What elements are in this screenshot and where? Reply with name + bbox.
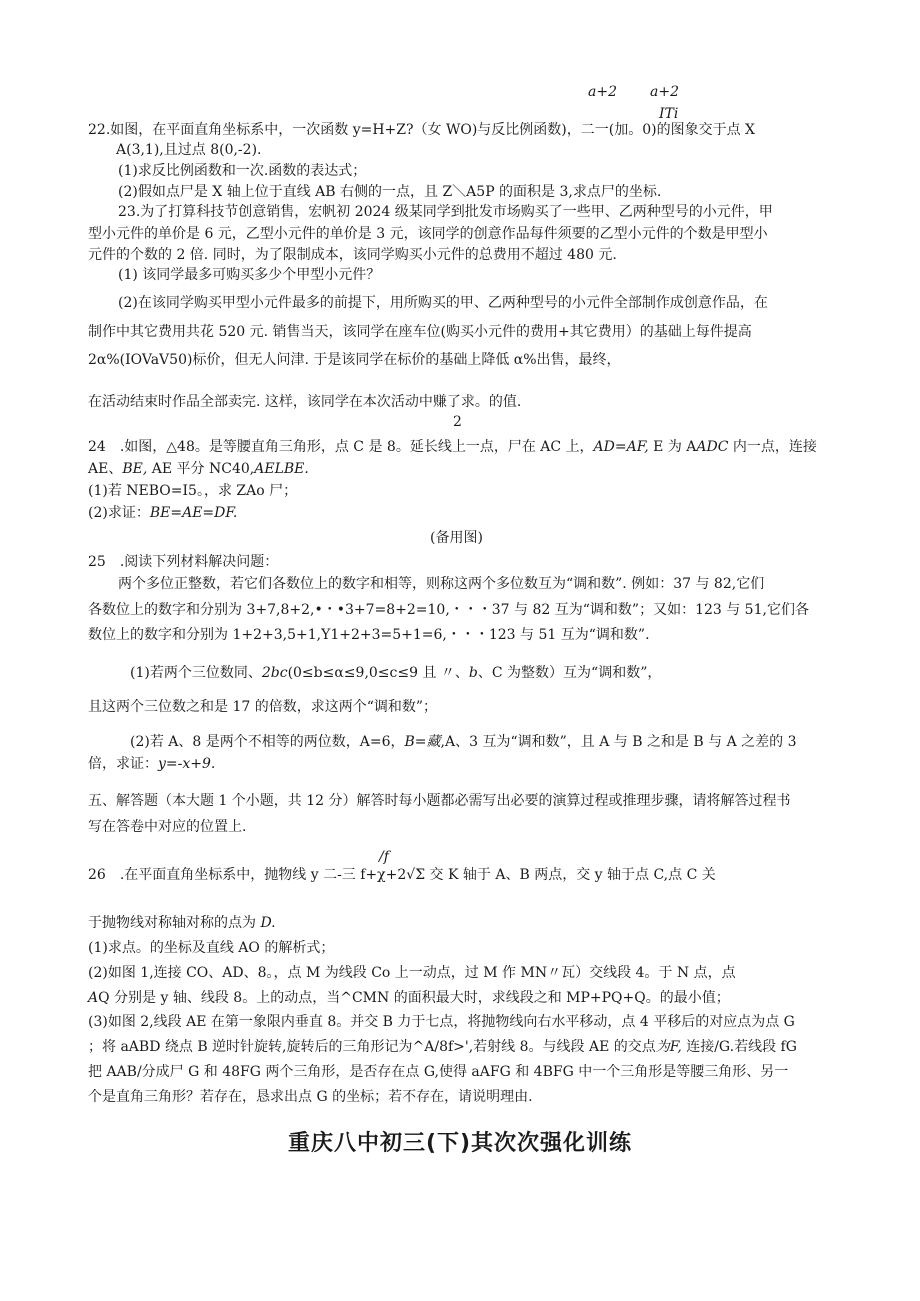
fraction-fragment: a+2 <box>650 84 679 100</box>
fraction-fragment: a+2 <box>588 84 617 100</box>
q25-sub2: (2)若 A、8 是两个不相等的两位数，A=6，B=藏,A、3 互为“调和数”，且 A 与 B 之和是 B 与 A 之差的 3 <box>130 734 797 750</box>
q22-sub2: (2)假如点尸是 X 轴上位于直线 AB 右侧的一点，且 Z＼A5P 的面积是 3,求点尸的坐标. <box>118 184 662 200</box>
q26-sub3-l3: 把 AAB/分成尸 G 和 48FG 两个三角形，是否存在点 G,使得 aAFG 和 4BFG 中一个三角形是等腰三角形、另一 <box>88 1064 789 1080</box>
q26-sub1: (1)求点。的坐标及直线 AO 的解析式； <box>88 940 335 956</box>
page-number: 2 <box>453 414 462 430</box>
q22-sub1: (1)求反比例函数和一次.函数的表达式； <box>118 163 367 179</box>
q26-sub2-l2: AQ 分别是 y 轴、线段 8。上的动点，当^CMN 的面积最大时，求线段之和 MP+PQ+Q。的最小值； <box>88 990 730 1006</box>
q23-sub2-l2: 制作中其它费用共花 520 元. 销售当天，该同学在座车位(购买小元件的费用+其它费用）的基础上每件提高 <box>88 324 752 340</box>
section5-l2: 写在答卷中对应的位置上. <box>88 819 247 835</box>
q25-p2: 各数位上的数字和分别为 3+7,8+2,•・•3+7=8+2=10,・・・37 与 82 互为“调和数”；又如：123 与 51,它们各 <box>88 602 809 618</box>
q25-sub1-l2: 且这两个三位数之和是 17 的倍数，求这两个“调和数”； <box>88 699 438 715</box>
document-title: 重庆八中初三(下)其次次强化训练 <box>287 1131 633 1156</box>
q23-sub2-l3: 2α%(IOVaV50)标价，但无人问津. 于是该同学在标价的基础上降低 α%出售，最终， <box>88 352 621 368</box>
q26-sub3-l4: 个是直角三角形？若存在，恳求出点 G 的坐标；若不存在，请说明理由. <box>88 1089 533 1105</box>
q25-p3: 数位上的数字和分别为 1+2+3,5+1,Y1+2+3=5+1=6,・・・123 与 51 互为“调和数”. <box>88 627 650 643</box>
q22-line2: A(3,1),且过点 8(0,-2). <box>116 142 262 158</box>
q25-head: 25 .阅读下列材料解决问题： <box>88 554 279 570</box>
q26-line2: 于抛物线对称轴对称的点为 D. <box>88 915 276 931</box>
spare-figure-label: (备用图) <box>430 530 483 546</box>
q23-sub1: (1) 该同学最多可购买多少个甲型小元件？ <box>118 267 381 283</box>
q25-sub1: (1)若两个三位数同、2bc(0≤b≤α≤9,0≤c≤9 且 〃、b、C 为整数）互为“调和数”， <box>130 665 662 681</box>
q26-sub2-l1: (2)如图 1,连接 CO、AD、8。，点 M 为线段 Co 上一动点，过 M 作 MN〃瓦）交线段 4。于 N 点，点 <box>88 965 736 981</box>
section5-l1: 五、解答题（本大题 1 个小题，共 12 分）解答时每小题都必需写出必要的演算过程或推理步骤，请将解答过程书 <box>88 793 791 809</box>
q24-line1: 24 .如图，△48。是等腰直角三角形，点 C 是 8。延长线上一点，尸在 AC 上，AD=AF, E 为 AADC 内一点，连接 <box>88 439 817 455</box>
fraction-fragment: ITi <box>659 106 679 122</box>
q23-sub2-l4: 在活动结束时作品全部卖完. 这样，该同学在本次活动中赚了求。的值. <box>88 394 522 410</box>
q23-line1: 23.为了打算科技节创意销售，宏帆初 2024 级某同学到批发市场购买了一些甲、乙两种型号的小元件，甲 <box>118 204 773 220</box>
q26-sub3-l2: ；将 aABD 绕点 B 逆时针旋转,旋转后的三角形记为^A/8f>',若射线 8。与线段 AE 的交点为F, 连接/G.若线段 fG <box>88 1039 797 1055</box>
q25-sub2-l2: 倍，求证：y=-x+9. <box>88 756 216 772</box>
q24-line2: AE、BE, AE 平分 NC40,AELBE. <box>88 461 309 477</box>
q25-p1: 两个多位正整数，若它们各数位上的数字和相等，则称这两个多位数互为“调和数”. 例如：37 与 82,它们 <box>118 576 765 592</box>
q24-sub1: (1)若 NEBO=I5。，求 ZAo 尸； <box>88 483 298 499</box>
q22-line1: 22.如图，在平面直角坐标系中，一次函数 y=H+Z?（女 WO)与反比例函数)，二一(加。0)的图象交于点 X <box>88 122 756 138</box>
q23-sub2-l1: (2)在该同学购买甲型小元件最多的前提下，用所购买的甲、乙两种型号的小元件全部制作成创意作品，在 <box>118 295 768 311</box>
q23-line3: 元件的个数的 2 倍. 同时，为了限制成本，该同学购买小元件的总费用不超过 480 元. <box>88 247 617 263</box>
q24-sub2: (2)求证：BE=AE=DF. <box>88 505 238 521</box>
q26-sub3-l1: (3)如图 2,线段 AE 在第一象限内垂直 8。并交 B 力于七点，将抛物线向右水平移动，点 4 平移后的对应点为点 G <box>88 1014 795 1030</box>
q26-line1: 26 .在平面直角坐标系中，抛物线 y 二-三 f+χ+2√Σ 交 K 轴于 A、B 两点，交 y 轴于点 C,点 C 关 <box>88 867 716 883</box>
q23-line2: 型小元件的单价是 6 元，乙型小元件的单价是 3 元，该同学的创意作品每件须要的乙型小元件的个数是甲型小 <box>88 226 768 242</box>
q26-fraction-top: /f <box>379 849 389 865</box>
